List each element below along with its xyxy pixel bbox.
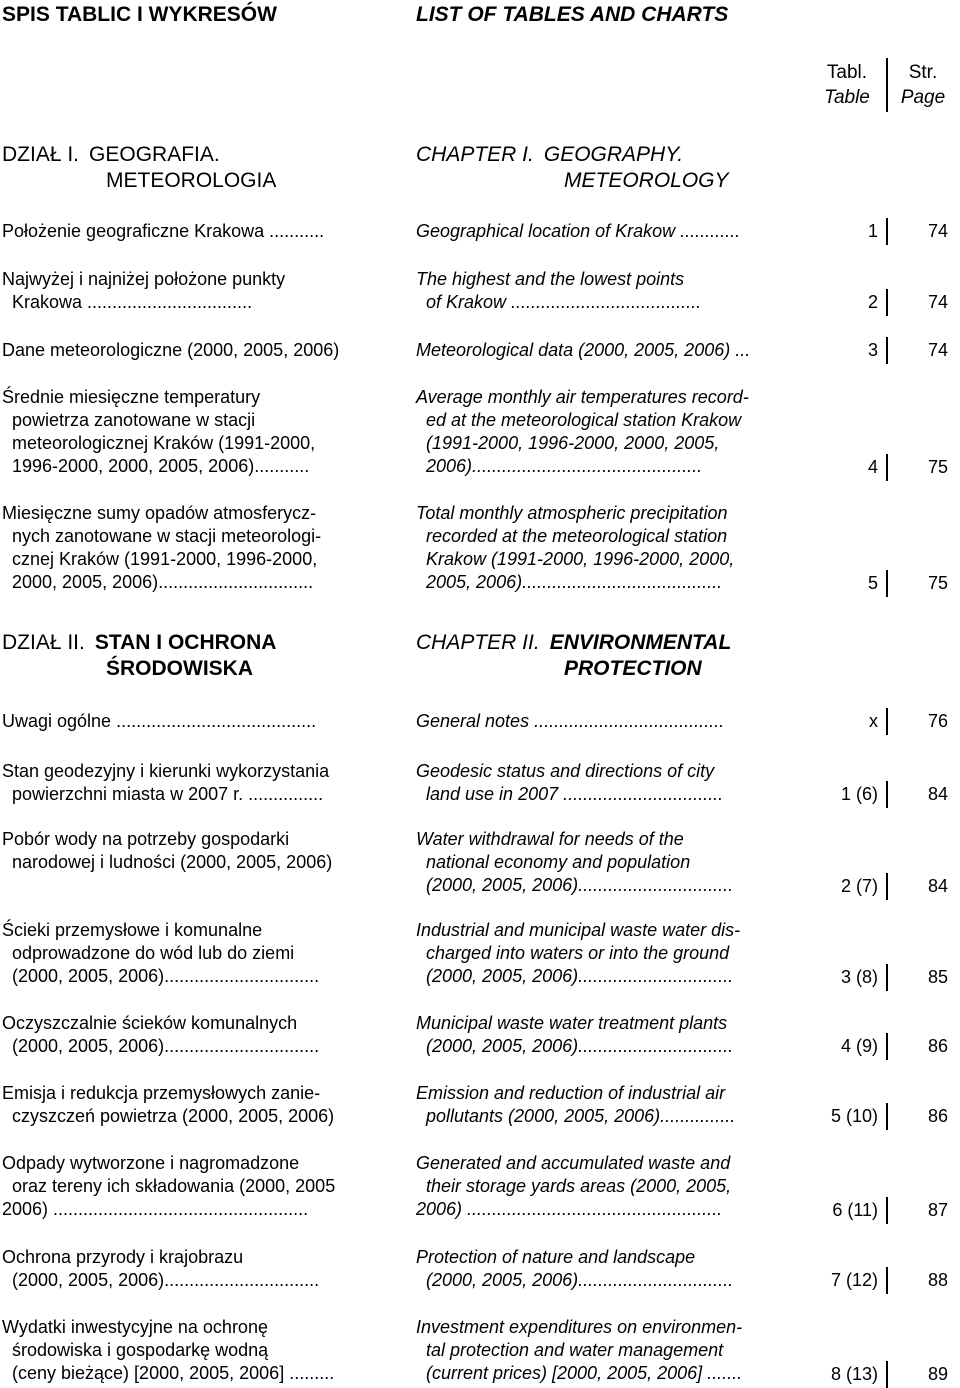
- entry-line-en: Geographical location of Krakow ............: [416, 221, 741, 241]
- entry-line-pl: odprowadzone do wód lub do ziemi: [12, 943, 295, 963]
- toc-entry: [0, 710, 960, 734]
- entry-line-en: Total monthly atmospheric precipitation: [416, 503, 728, 523]
- entry-title-pl: [2, 268, 402, 314]
- entry-line-pl: czyszczeń powietrza (2000, 2005, 2006): [12, 1106, 335, 1126]
- entry-line-en: (2000, 2005, 2006)...............................: [426, 1270, 734, 1290]
- chapter-name-en: GEOGRAPHY.: [543, 143, 684, 166]
- column-divider: [886, 218, 888, 245]
- table-number: 4 (9): [840, 1036, 878, 1057]
- entry-line-en: (2000, 2005, 2006)...............................: [426, 875, 734, 895]
- entry-line-pl: Średnie miesięczne temperatury: [2, 387, 261, 407]
- column-divider: [886, 1033, 888, 1060]
- chapter-name-en: ENVIRONMENTAL: [549, 631, 732, 654]
- toc-entry: [0, 1082, 960, 1129]
- entry-line-pl: powietrza zanotowane w stacji: [12, 410, 256, 430]
- column-divider: [886, 1103, 888, 1130]
- chapter-subtitle-en: METEOROLOGY: [564, 169, 729, 192]
- table-number: 1: [867, 221, 878, 241]
- entry-line-pl: Miesięczne sumy opadów atmosferycz-: [2, 503, 317, 523]
- entry-line-en: tal protection and water management: [426, 1340, 724, 1360]
- entry-line-pl: Pobór wody na potrzeby gospodarki: [2, 829, 290, 849]
- entry-line-pl: (2000, 2005, 2006)...............................: [12, 1036, 320, 1056]
- chapter-subtitle-en: PROTECTION: [564, 657, 702, 680]
- header-column-divider: [886, 58, 888, 112]
- chapter-title-en: [416, 630, 796, 682]
- title-polish: SPIS TABLIC I WYKRESÓW: [2, 3, 277, 26]
- table-number: 4: [867, 456, 878, 477]
- entry-line-en: Emission and reduction of industrial air: [416, 1083, 726, 1103]
- chapter-title-pl: [2, 142, 402, 194]
- entry-line-pl: środowiska i gospodarkę wodną: [12, 1340, 269, 1360]
- entry-title-en: [416, 919, 796, 988]
- chapter-subtitle-pl: ŚRODOWISKA: [106, 657, 253, 680]
- entry-line-en: 2006) ...................................................: [416, 1199, 723, 1219]
- entry-title-pl: [2, 710, 402, 733]
- chapter-prefix-en: CHAPTER I.: [416, 143, 534, 166]
- column-divider: [886, 337, 888, 364]
- column-header-table-pl: Tabl.: [826, 62, 868, 83]
- page-number: 89: [927, 1363, 948, 1384]
- entry-line-en: Water withdrawal for needs of the: [416, 829, 684, 849]
- entry-line-en: Average monthly air temperatures record-: [416, 387, 749, 407]
- entry-line-pl: narodowej i ludności (2000, 2005, 2006): [12, 852, 333, 872]
- entry-line-en: national economy and population: [426, 852, 691, 872]
- table-number: 1 (6): [840, 784, 878, 805]
- column-divider: [886, 289, 888, 316]
- table-number: 3 (8): [840, 966, 878, 987]
- entry-line-en: land use in 2007 ................................: [426, 784, 724, 804]
- column-divider: [886, 781, 888, 808]
- entry-line-en: Protection of nature and landscape: [416, 1247, 696, 1267]
- page-number: 75: [927, 572, 948, 593]
- entry-line-en: Krakow (1991-2000, 1996-2000, 2000,: [426, 549, 735, 569]
- entry-line-pl: Stan geodezyjny i kierunki wykorzystania: [2, 761, 330, 781]
- entry-line-en: pollutants (2000, 2005, 2006)...............: [426, 1106, 736, 1126]
- table-number: 5: [867, 572, 878, 593]
- entry-title-en: [416, 710, 796, 733]
- entry-line-en: charged into waters or into the ground: [426, 943, 730, 963]
- column-divider: [886, 1267, 888, 1294]
- entry-line-pl: Położenie geograficzne Krakowa ...........: [2, 221, 325, 241]
- page-number: 74: [927, 221, 948, 241]
- entry-line-en: of Krakow ......................................: [426, 292, 702, 312]
- column-divider: [886, 454, 888, 481]
- page-number: 87: [927, 1199, 948, 1220]
- page-number: 75: [927, 456, 948, 477]
- toc-entry: [0, 268, 960, 315]
- toc-entry: [0, 828, 960, 898]
- entry-line-en: (2000, 2005, 2006)...............................: [426, 1036, 734, 1056]
- entry-line-en: The highest and the lowest points: [416, 269, 685, 289]
- column-header-page-en: Page: [900, 87, 946, 108]
- entry-title-pl: [2, 919, 402, 988]
- entry-line-en: Geodesic status and directions of city: [416, 761, 715, 781]
- entry-line-en: their storage yards areas (2000, 2005,: [426, 1176, 732, 1196]
- entry-line-pl: Ochrona przyrody i krajobrazu: [2, 1247, 244, 1267]
- entry-title-pl: [2, 828, 402, 874]
- entry-line-en: Municipal waste water treatment plants: [416, 1013, 728, 1033]
- toc-entry: [0, 1012, 960, 1059]
- entry-line-pl: Ścieki przemysłowe i komunalne: [2, 920, 263, 940]
- entry-line-pl: oraz tereny ich składowania (2000, 2005: [12, 1176, 336, 1196]
- chapter-subtitle-pl: METEOROLOGIA: [106, 169, 277, 192]
- toc-entry: [0, 1246, 960, 1293]
- page-number: 84: [927, 875, 948, 896]
- entry-line-en: ed at the meteorological station Krakow: [426, 410, 742, 430]
- column-divider: [886, 708, 888, 735]
- entry-line-pl: Wydatki inwestycyjne na ochronę: [2, 1317, 268, 1337]
- column-header-table-en: Table: [824, 87, 870, 108]
- entry-title-en: [416, 502, 796, 594]
- entry-line-en: (current prices) [2000, 2005, 2006] .......: [426, 1363, 743, 1383]
- toc-entry: [0, 1152, 960, 1222]
- chapter-name-pl: STAN I OCHRONA: [94, 631, 277, 654]
- chapter-title-en: [416, 142, 796, 194]
- entry-line-pl: Odpady wytworzone i nagromadzone: [2, 1153, 300, 1173]
- entry-line-pl: 1996-2000, 2000, 2005, 2006)...........: [12, 456, 310, 476]
- page-number: 85: [927, 966, 948, 987]
- entry-line-pl: nych zanotowane w stacji meteorologi-: [12, 526, 322, 546]
- toc-entry: [0, 339, 960, 363]
- entry-title-en: [416, 828, 796, 897]
- chapter-name-pl: GEOGRAFIA.: [89, 143, 220, 166]
- entry-line-en: (2000, 2005, 2006)...............................: [426, 966, 734, 986]
- entry-title-pl: [2, 386, 402, 478]
- toc-entry: [0, 220, 960, 244]
- entry-title-pl: [2, 1082, 402, 1128]
- column-divider: [886, 964, 888, 991]
- column-divider: [886, 570, 888, 597]
- entry-title-en: [416, 760, 796, 806]
- entry-line-en: Investment expenditures on environmen-: [416, 1317, 743, 1337]
- entry-title-en: [416, 1082, 796, 1128]
- entry-line-pl: (2000, 2005, 2006)...............................: [12, 966, 320, 986]
- entry-title-en: [416, 1012, 796, 1058]
- entry-title-pl: [2, 1316, 402, 1385]
- entry-title-pl: [2, 1246, 402, 1292]
- entry-line-pl: (ceny bieżące) [2000, 2005, 2006] .........: [12, 1363, 335, 1383]
- entry-line-pl: Emisja i redukcja przemysłowych zanie-: [2, 1083, 321, 1103]
- entry-line-pl: meteorologicznej Kraków (1991-2000,: [12, 433, 316, 453]
- table-number: 8 (13): [830, 1363, 878, 1384]
- page-number: 84: [927, 784, 948, 805]
- table-number: 5 (10): [830, 1106, 878, 1127]
- entry-title-en: [416, 1316, 796, 1385]
- entry-title-pl: [2, 1152, 402, 1221]
- table-number: 2 (7): [840, 875, 878, 896]
- entry-line-en: General notes ......................................: [416, 711, 725, 731]
- page-number: 76: [927, 711, 948, 731]
- title-english: LIST OF TABLES AND CHARTS: [416, 3, 729, 26]
- entry-line-pl: (2000, 2005, 2006)...............................: [12, 1270, 320, 1290]
- entry-title-pl: [2, 1012, 402, 1058]
- entry-title-en: [416, 386, 796, 478]
- column-divider: [886, 1361, 888, 1388]
- chapter-title-pl: [2, 630, 402, 682]
- entry-title-pl: [2, 220, 402, 243]
- entry-line-en: (1991-2000, 1996-2000, 2000, 2005,: [426, 433, 720, 453]
- entry-title-en: [416, 1152, 796, 1221]
- entry-title-en: [416, 1246, 796, 1292]
- chapter-prefix-pl: DZIAŁ I.: [2, 143, 80, 166]
- entry-line-pl: Uwagi ogólne ........................................: [2, 711, 317, 731]
- entry-title-pl: [2, 502, 402, 594]
- page-number: 86: [927, 1106, 948, 1127]
- entry-title-en: [416, 220, 796, 243]
- toc-entry: [0, 919, 960, 989]
- entry-title-pl: [2, 760, 402, 806]
- entry-line-pl: cznej Kraków (1991-2000, 1996-2000,: [12, 549, 318, 569]
- page-number: 88: [927, 1270, 948, 1291]
- entry-line-pl: Oczyszczalnie ścieków komunalnych: [2, 1013, 298, 1033]
- entry-title-pl: [2, 339, 402, 362]
- chapter-prefix-pl: DZIAŁ II.: [2, 631, 85, 654]
- page-number: 74: [927, 340, 948, 360]
- entry-line-pl: Dane meteorologiczne (2000, 2005, 2006): [2, 340, 340, 360]
- table-number: x: [869, 711, 878, 731]
- column-divider: [886, 873, 888, 900]
- toc-entry: [0, 760, 960, 807]
- entry-line-pl: powierzchni miasta w 2007 r. ...............: [12, 784, 324, 804]
- chapter-prefix-en: CHAPTER II.: [416, 631, 540, 654]
- entry-line-en: Industrial and municipal waste water dis-: [416, 920, 741, 940]
- entry-line-en: Meteorological data (2000, 2005, 2006) ...: [416, 340, 751, 360]
- toc-entry: [0, 502, 960, 596]
- entry-title-en: [416, 339, 796, 362]
- page-number: 86: [927, 1036, 948, 1057]
- entry-line-en: 2005, 2006)........................................: [426, 572, 723, 592]
- column-divider: [886, 1197, 888, 1224]
- entry-line-pl: 2006) ...................................................: [2, 1199, 309, 1219]
- page-number: 74: [927, 292, 948, 313]
- table-number: 6 (11): [832, 1199, 878, 1220]
- column-header-page-pl: Str.: [908, 62, 938, 83]
- table-number: 2: [867, 292, 878, 313]
- entry-line-en: Generated and accumulated waste and: [416, 1153, 731, 1173]
- toc-entry: [0, 1316, 960, 1386]
- entry-line-pl: 2000, 2005, 2006)...............................: [12, 572, 314, 592]
- entry-line-pl: Najwyżej i najniżej położone punkty: [2, 269, 286, 289]
- table-number: 3: [867, 340, 878, 360]
- table-number: 7 (12): [830, 1270, 878, 1291]
- entry-title-en: [416, 268, 796, 314]
- entry-line-en: recorded at the meteorological station: [426, 526, 728, 546]
- toc-entry: [0, 386, 960, 480]
- entry-line-pl: Krakowa .................................: [12, 292, 253, 312]
- entry-line-en: 2006)..............................................: [426, 456, 703, 476]
